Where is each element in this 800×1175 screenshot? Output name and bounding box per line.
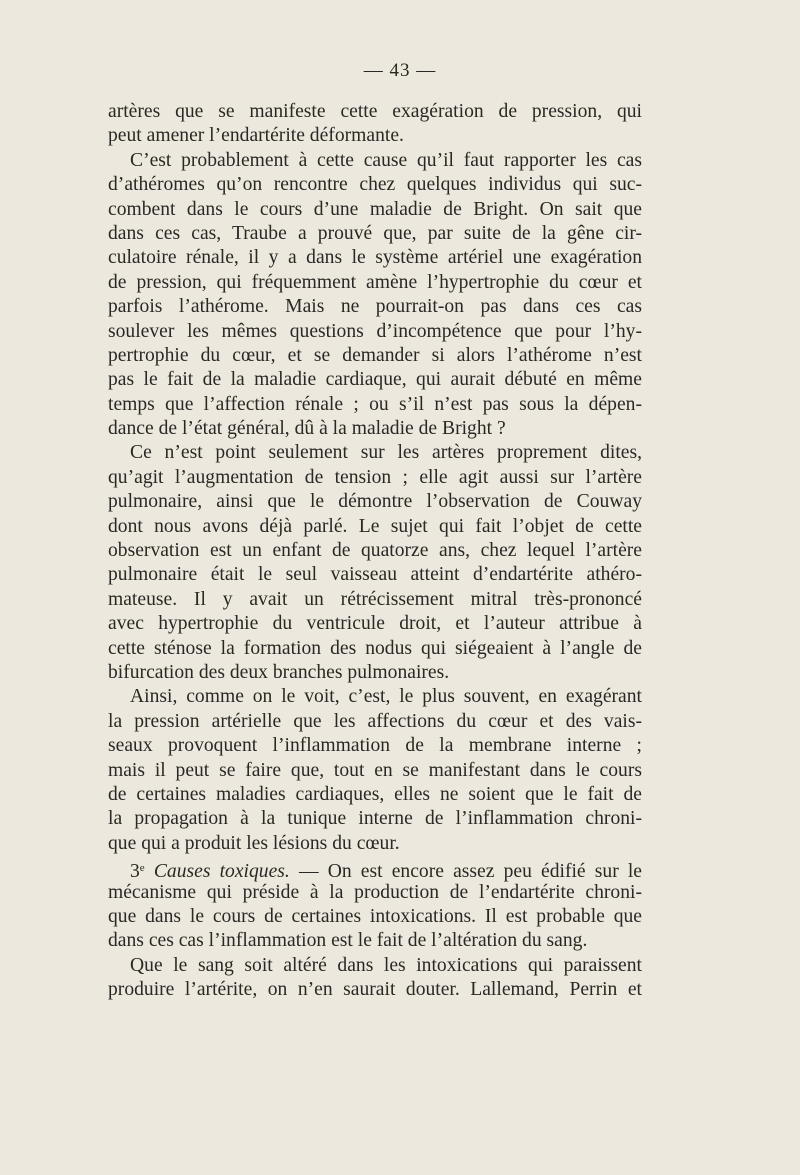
text-line: produire l’artérite, on n’en saurait douter. Lallemand, Perrin et bbox=[108, 979, 642, 1001]
text-line: Ainsi, comme on le voit, c’est, le plus souvent, en exagérant bbox=[130, 686, 642, 708]
section-number: 3 bbox=[130, 861, 140, 883]
text-line: avec hypertrophie du ventricule droit, et l’auteur attribue à bbox=[108, 613, 642, 635]
body-text bbox=[108, 100, 642, 1002]
text-line: pertrophie du cœur, et se demander si alors l’athérome n’est bbox=[108, 344, 642, 366]
text-line: pas le fait de la maladie cardiaque, qui aurait débuté en même bbox=[108, 369, 642, 391]
text-line: artères que se manifeste cette exagération de pression, qui bbox=[108, 101, 642, 122]
text-line: mécanisme qui préside à la production de l’endartérite chroni- bbox=[108, 881, 642, 903]
section-title: Causes toxiques. bbox=[153, 861, 290, 883]
text-line: de pression, qui fréquemment amène l’hypertrophie du cœur et bbox=[108, 271, 642, 293]
text-line: d’athéromes qu’on rencontre chez quelques individus qui suc- bbox=[108, 174, 642, 196]
text-line: seaux provoquent l’inflammation de la membrane interne ; bbox=[108, 735, 642, 757]
section-text: — On est encore assez peu édifié sur le bbox=[289, 861, 643, 883]
text-line: cette sténose la formation des nodus qui siégeaient à l’angle de bbox=[108, 637, 642, 659]
text-line: combent dans le cours d’une maladie de Bright. On sait que bbox=[108, 198, 642, 220]
text-line: mais il peut se faire que, tout en se manifestant dans le cours bbox=[108, 759, 642, 781]
text-line: C’est probablement à cette cause qu’il faut rapporter les cas bbox=[130, 149, 642, 171]
text-line bbox=[108, 856, 643, 883]
text-line: la propagation à la tunique interne de l’inflammation chroni- bbox=[108, 808, 642, 830]
text-line: qu’agit l’augmentation de tension ; elle agit aussi sur l’artère bbox=[108, 466, 642, 488]
text-line: observation est un enfant de quatorze ans, chez lequel l’artère bbox=[108, 540, 642, 562]
text-line: Que le sang soit altéré dans les intoxications qui paraissent bbox=[130, 954, 642, 976]
text-line: pulmonaire, ainsi que le démontre l’observation de Couway bbox=[108, 491, 642, 513]
text-line: peut amener l’endartérite déformante. bbox=[108, 125, 404, 147]
text-line: dont nous avons déjà parlé. Le sujet qui fait l’objet de cette bbox=[108, 515, 642, 537]
text-line: parfois l’athérome. Mais ne pourrait-on pas dans ces cas bbox=[108, 296, 642, 318]
text-line: dans ces cas, Traube a prouvé que, par suite de la gêne cir- bbox=[108, 222, 642, 244]
text-line: que dans le cours de certaines intoxications. Il est probable que bbox=[108, 905, 642, 927]
text-line: Ce n’est point seulement sur les artères proprement dites, bbox=[130, 442, 642, 464]
text-line: pulmonaire était le seul vaisseau atteint d’endartérite athéro- bbox=[108, 564, 642, 586]
section-superscript: e bbox=[139, 862, 145, 875]
text-line: bifurcation des deux branches pulmonaires. bbox=[108, 661, 450, 683]
text-line: dans ces cas l’inflammation est le fait de l’altération du sang. bbox=[108, 930, 588, 952]
page-number: — 43 — bbox=[363, 60, 437, 81]
text-line: que qui a produit les lésions du cœur. bbox=[108, 832, 400, 854]
text-line: mateuse. Il y avait un rétrécissement mitral très-prononcé bbox=[108, 588, 642, 610]
text-line: soulever les mêmes questions d’incompétence que pour l’hy- bbox=[108, 320, 642, 342]
text-line: la pression artérielle que les affections du cœur et des vais- bbox=[108, 710, 642, 732]
text-line: culatoire rénale, il y a dans le système artériel une exagération bbox=[108, 247, 642, 269]
text-line: temps que l’affection rénale ; ou s’il n’est pas sous la dépen- bbox=[108, 393, 642, 415]
text-line: dance de l’état général, dû à la maladie de Bright ? bbox=[108, 418, 506, 440]
text-line: de certaines maladies cardiaques, elles ne soient que le fait de bbox=[108, 783, 642, 805]
